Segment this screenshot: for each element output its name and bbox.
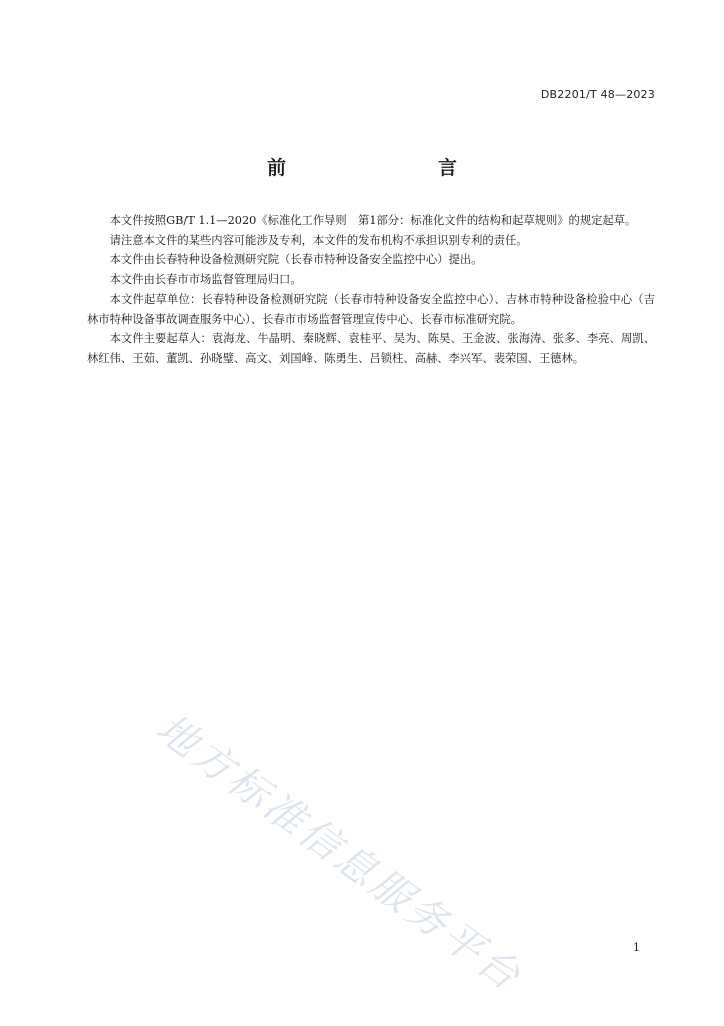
paragraph-proposer: 本文件由长春特种设备检测研究院（长春市特种设备安全监控中心）提出。: [109, 253, 483, 267]
page-title: 前 言: [266, 157, 495, 179]
paragraph-drafters: 本文件主要起草人：袁海龙、牛晶明、秦晓辉、袁桂平、吴为、陈昊、王金波、张海涛、张多、李亮、周凯、林红伟、王茹、董凯、孙晓璧、高文、刘国峰、陈勇生、吕锁柱、高赫、李兴军、裴荣国、王德林。: [87, 332, 655, 365]
foreword-body: [87, 211, 655, 369]
paragraph-centralized-by: 本文件由长春市市场监督管理局归口。: [109, 273, 302, 287]
document-code: DB2201/T 48—2023: [540, 88, 655, 101]
paragraph-drafting-basis: 本文件按照GB/T 1.1—2020《标准化工作导则 第1部分：标准化文件的结构和起草规则》的规定起草。: [109, 214, 637, 227]
paragraph-patent-notice: 请注意本文件的某些内容可能涉及专利，本文件的发布机构不承担识别专利的责任。: [109, 233, 528, 247]
page-number: 1: [633, 941, 640, 954]
watermark-text: 地方标准信息服务平台: [147, 705, 531, 1002]
paragraph-drafting-units: 本文件起草单位：长春特种设备检测研究院（长春市特种设备安全监控中心）、吉林市特种设备检验中心（吉林市特种设备事故调查服务中心）、长春市市场监督管理宣传中心、长春市标准研究院。: [87, 292, 655, 326]
